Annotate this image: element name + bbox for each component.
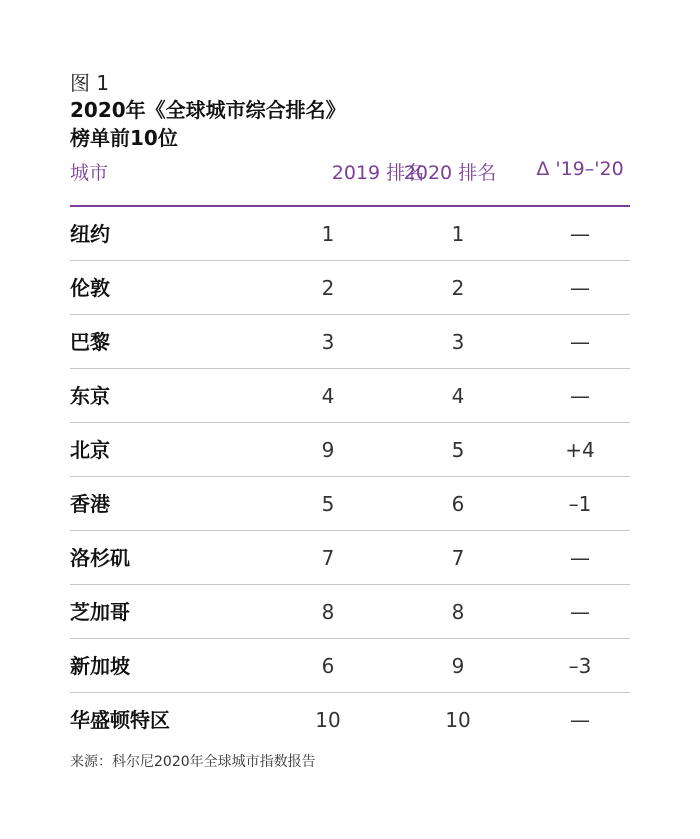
delta-cell: — xyxy=(570,384,590,408)
city-cell: 东京 xyxy=(70,384,110,408)
delta-cell: –3 xyxy=(568,654,592,678)
delta-cell: — xyxy=(570,600,590,624)
rank-2019-cell: 8 xyxy=(321,600,335,624)
rank-2020-cell: 2 xyxy=(451,276,465,300)
source-note: 来源：科尔尼2020年全球城市指数报告 xyxy=(70,754,316,770)
city-cell: 北京 xyxy=(70,438,110,462)
delta-cell: — xyxy=(570,546,590,570)
city-cell: 新加坡 xyxy=(70,654,130,678)
rank-2019-cell: 5 xyxy=(321,492,335,516)
city-cell: 伦敦 xyxy=(70,276,110,300)
delta-cell: +4 xyxy=(565,438,595,462)
rank-2019-cell: 6 xyxy=(321,654,335,678)
table-row xyxy=(70,207,630,261)
chart-title-line2: 榜单前10位 xyxy=(70,126,178,150)
rank-2019-cell: 4 xyxy=(321,384,335,408)
chart-title xyxy=(70,96,346,152)
table-row xyxy=(70,693,630,746)
column-header-2019: 2019 排名 xyxy=(331,162,425,184)
rank-2020-cell: 1 xyxy=(451,222,465,246)
table-header xyxy=(70,158,630,188)
delta-cell: — xyxy=(570,276,590,300)
delta-cell: — xyxy=(570,330,590,354)
rank-2020-cell: 3 xyxy=(451,330,465,354)
column-header-city: 城市 xyxy=(70,162,109,184)
delta-cell: — xyxy=(570,708,590,732)
city-cell: 纽约 xyxy=(70,222,110,246)
city-cell: 香港 xyxy=(70,492,110,516)
rank-2020-cell: 8 xyxy=(451,600,465,624)
city-cell: 芝加哥 xyxy=(70,600,130,624)
figure-label: 图 1 xyxy=(70,71,110,95)
column-header-2020: 2020 排名 xyxy=(403,162,497,184)
table-row xyxy=(70,477,630,531)
rank-2020-cell: 5 xyxy=(451,438,465,462)
rank-2019-cell: 3 xyxy=(321,330,335,354)
chart-title-line1: 2020年《全球城市综合排名》 xyxy=(70,98,346,122)
city-cell: 洛杉矶 xyxy=(70,546,130,570)
table-row xyxy=(70,261,630,315)
table-row xyxy=(70,585,630,639)
table-row xyxy=(70,531,630,585)
column-header-delta: Δ '19–'20 xyxy=(536,158,624,180)
table-row xyxy=(70,369,630,423)
ranking-table xyxy=(70,207,630,746)
delta-cell: — xyxy=(570,222,590,246)
rank-2019-cell: 1 xyxy=(321,222,335,246)
rank-2020-cell: 6 xyxy=(451,492,465,516)
table-row xyxy=(70,639,630,693)
rank-2020-cell: 7 xyxy=(451,546,465,570)
city-cell: 巴黎 xyxy=(70,330,110,354)
table-row xyxy=(70,423,630,477)
rank-2019-cell: 7 xyxy=(321,546,335,570)
delta-cell: –1 xyxy=(568,492,592,516)
rank-2019-cell: 9 xyxy=(321,438,335,462)
city-cell: 华盛顿特区 xyxy=(70,708,170,732)
rank-2019-cell: 10 xyxy=(315,708,341,732)
rank-2020-cell: 10 xyxy=(445,708,471,732)
rank-2020-cell: 9 xyxy=(451,654,465,678)
rank-2019-cell: 2 xyxy=(321,276,335,300)
rank-2020-cell: 4 xyxy=(451,384,465,408)
table-row xyxy=(70,315,630,369)
